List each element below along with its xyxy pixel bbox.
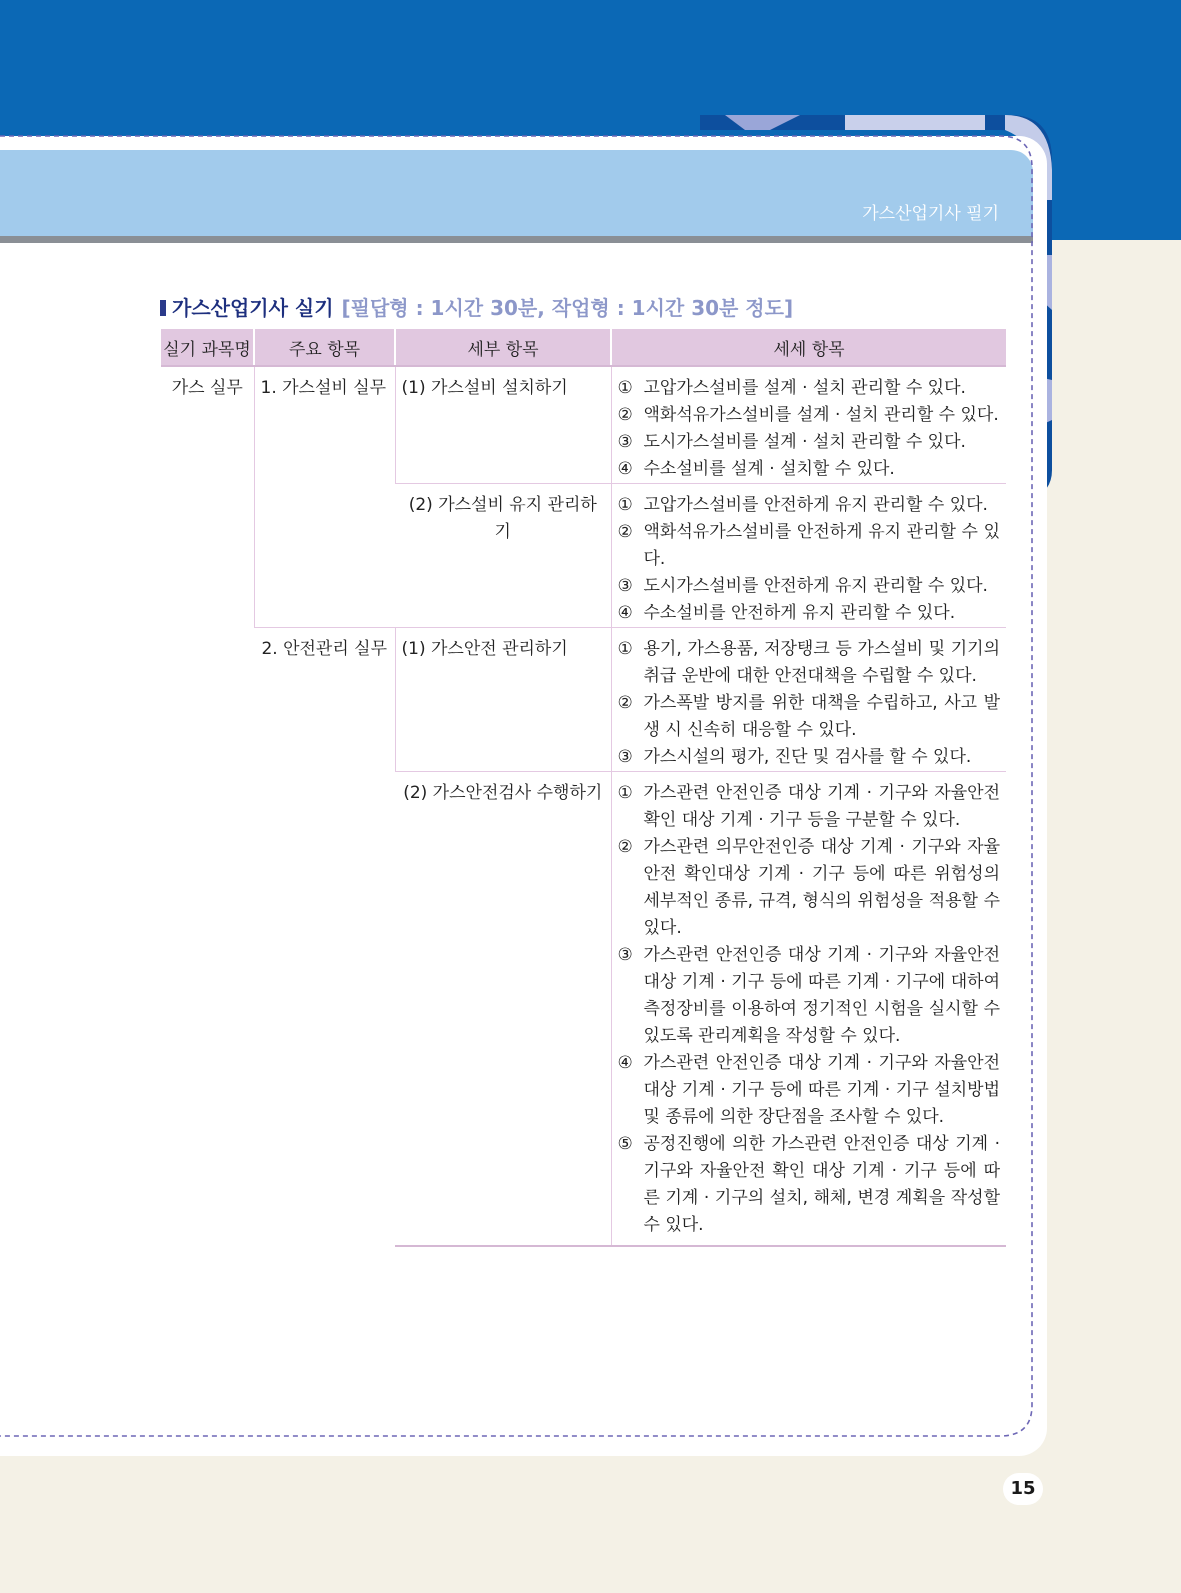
syllabus-table: [161, 329, 1006, 1247]
sub-item-cell: (2) 가스설비 유지 관리하기: [395, 484, 611, 628]
detail-item: ② 가스관련 의무안전인증 대상 기계 · 기구와 자율안전 확인대상 기계 · 기구 등에 따른 위험성의 세부적인 종류, 규격, 형식의 위험성을 적용할 수 있다.: [617, 837, 1000, 938]
main-item-cell: 1. 가스설비 실무: [254, 366, 395, 628]
detail-item: ⑤ 공정진행에 의한 가스관련 안전인증 대상 기계 · 기구와 자율안전 확인 대상 기계 · 기구 등에 따른 기계 · 기구의 설치, 해체, 변경 계획을 작성할 수 있다.: [617, 1134, 1000, 1235]
sub-item-cell: (2) 가스안전검사 수행하기: [395, 772, 611, 1247]
table-row: [161, 366, 1006, 484]
section-title: [160, 292, 793, 321]
detail-item: ① 고압가스설비를 안전하게 유지 관리할 수 있다.: [617, 495, 988, 515]
detail-item: ④ 수소설비를 안전하게 유지 관리할 수 있다.: [617, 603, 956, 623]
page-number: 15: [1003, 1473, 1043, 1505]
detail-item: ① 가스관련 안전인증 대상 기계 · 기구와 자율안전 확인 대상 기계 · 기구 등을 구분할 수 있다.: [617, 783, 1000, 830]
subject-cell: 가스 실무: [171, 378, 243, 398]
detail-item: ② 액화석유가스설비를 안전하게 유지 관리할 수 있다.: [617, 522, 1000, 569]
sub-item-cell: (1) 가스안전 관리하기: [395, 628, 611, 772]
running-title: 가스산업기사 필기: [862, 204, 999, 224]
column-header: 세부 항목: [395, 329, 611, 366]
main-item-cell: 2. 안전관리 실무: [254, 628, 395, 1247]
title-marker-icon: [160, 300, 166, 316]
detail-item: ③ 가스관련 안전인증 대상 기계 · 기구와 자율안전 대상 기계 · 기구 등에 따른 기계 · 기구에 대하여 측정장비를 이용하여 정기적인 시험을 실시할 수 있도록 관리계획을 작성할 수 있다.: [617, 945, 1000, 1046]
detail-item: ② 액화석유가스설비를 설계 · 설치 관리할 수 있다.: [617, 405, 999, 425]
detail-cell: [611, 628, 1006, 772]
detail-item: ① 용기, 가스용품, 저장탱크 등 가스설비 및 기기의 취급 운반에 대한 안전대책을 수립할 수 있다.: [617, 639, 1000, 686]
table-header-row: [161, 329, 1006, 366]
detail-item: ① 고압가스설비를 설계 · 설치 관리할 수 있다.: [617, 378, 966, 398]
column-header: 주요 항목: [254, 329, 395, 366]
detail-item: ④ 가스관련 안전인증 대상 기계 · 기구와 자율안전 대상 기계 · 기구 등에 따른 기계 · 기구 설치방법 및 종류에 의한 장단점을 조사할 수 있다.: [617, 1053, 1000, 1127]
detail-cell: [611, 366, 1006, 484]
detail-item: ③ 도시가스설비를 설계 · 설치 관리할 수 있다.: [617, 432, 966, 452]
table-row: [161, 628, 1006, 772]
detail-item: ③ 가스시설의 평가, 진단 및 검사를 할 수 있다.: [617, 747, 972, 767]
column-header: 세세 항목: [611, 329, 1006, 366]
column-header: 실기 과목명: [161, 329, 254, 366]
detail-cell: [611, 772, 1006, 1247]
section-title-subtitle: [필답형 : 1시간 30분, 작업형 : 1시간 30분 정도]: [341, 296, 794, 320]
detail-item: ④ 수소설비를 설계 · 설치할 수 있다.: [617, 459, 895, 479]
detail-cell: [611, 484, 1006, 628]
section-title-main: 가스산업기사 실기: [172, 296, 334, 320]
detail-item: ③ 도시가스설비를 안전하게 유지 관리할 수 있다.: [617, 576, 988, 596]
header-bar-shadow: [0, 236, 1033, 243]
detail-item: ② 가스폭발 방지를 위한 대책을 수립하고, 사고 발생 시 신속히 대응할 수 있다.: [617, 693, 1000, 740]
sub-item-cell: (1) 가스설비 설치하기: [395, 366, 611, 484]
